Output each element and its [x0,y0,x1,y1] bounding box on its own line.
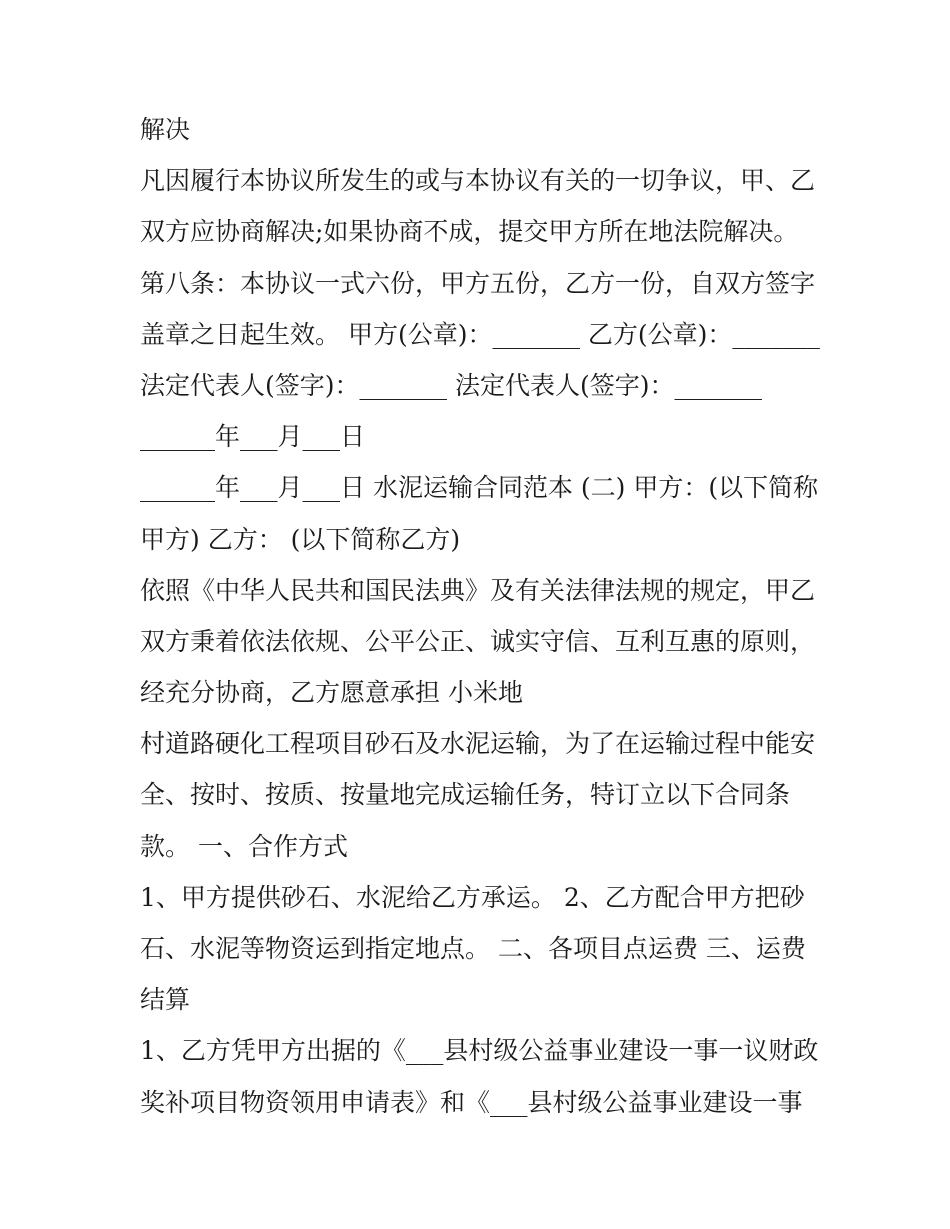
text-line: 甲方) 乙方： (以下简称乙方) [140,524,461,554]
text-line: 双方应协商解决;如果协商不成，提交甲方所在地法院解决。 [140,217,799,247]
text-line: 法定代表人(签字)：_______ 法定代表人(签字)：_______ [140,370,762,400]
text-line: 第八条：本协议一式六份，甲方五份，乙方一份，自双方签字 [140,268,816,298]
text-line: 全、按时、按质、按量地完成运输任务，特订立以下合同条 [140,780,791,810]
text-line: 结算 [140,985,191,1015]
text-line: 1、甲方提供砂石、水泥给乙方承运。 2、乙方配合甲方把砂 [140,882,805,912]
text-line: 依照《中华人民共和国民法典》及有关法律法规的规定，甲乙 [140,575,816,605]
text-line: ______年___月___日 水泥运输合同范本 (二) 甲方：(以下简称 [140,473,819,503]
text-line: 解决 [140,115,191,144]
document-body [140,104,820,1128]
text-line: 1、乙方凭甲方出据的《___县村级公益事业建设一事一议财政 [140,1036,819,1066]
text-line: 石、水泥等物资运到指定地点。 二、各项目点运费 三、运费 [140,934,806,963]
text-line: 款。 一、合作方式 [140,831,348,861]
text-line: 双方秉着依法依规、公平公正、诚实守信、互利互惠的原则， [140,626,816,656]
text-line: 凡因履行本协议所发生的或与本协议有关的一切争议，甲、乙 [140,166,816,196]
text-line: 盖章之日起生效。 甲方(公章)：_______ 乙方(公章)：_______ [140,319,820,349]
text-line: ______年___月___日 [140,422,366,452]
text-line: 奖补项目物资领用申请表》和《___县村级公益事业建设一事 [140,1087,803,1117]
text-line: 村道路硬化工程项目砂石及水泥运输，为了在运输过程中能安 [140,729,816,759]
text-line: 经充分协商，乙方愿意承担 小米地 [140,678,523,708]
